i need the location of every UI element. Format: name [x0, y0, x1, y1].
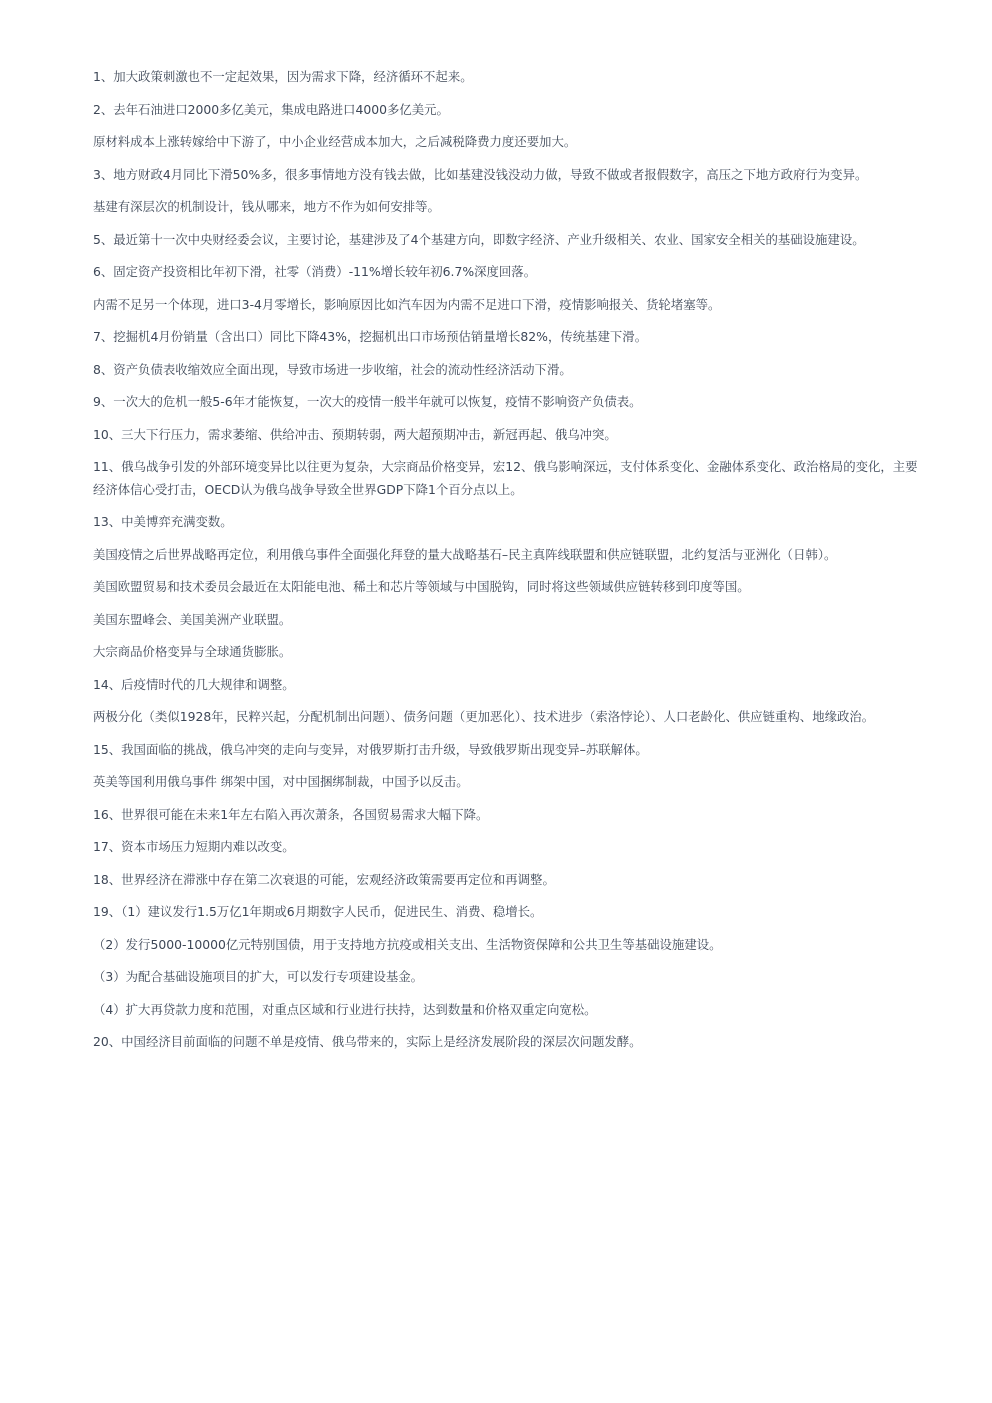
- paragraph-15: 美国疫情之后世界战略再定位，利用俄乌事件全面强化拜登的量大战略基石–民主真阵线联盟和供应链联盟，北约复活与亚洲化（日韩）。: [93, 546, 837, 562]
- paragraph-14: 13、中美博弈充满变数。: [93, 514, 233, 529]
- paragraph-24: 17、资本市场压力短期内难以改变。: [93, 839, 295, 854]
- paragraph-10: 8、资产负债表收缩效应全面出现，导致市场进一步收缩，社会的流动性经济活动下滑。: [93, 361, 572, 377]
- paragraph-28: （3）为配合基础设施项目的扩大，可以发行专项建设基金。: [93, 969, 424, 984]
- paragraph-25: 18、世界经济在滞涨中存在第二次衰退的可能，宏观经济政策需要再定位和再调整。: [93, 871, 555, 887]
- paragraph-3: 原材料成本上涨转嫁给中下游了，中小企业经营成本加大，之后减税降费力度还要加大。: [93, 134, 577, 149]
- paragraph-7: 6、固定资产投资相比年初下滑，社零（消费）-11%增长较年初6.7%深度回落。: [93, 264, 537, 279]
- paragraph-20: 两极分化（类似1928年，民粹兴起，分配机制出问题）、债务问题（更加恶化）、技术进步（索洛悖论）、人口老龄化、供应链重构、地缘政治。: [93, 709, 875, 724]
- paragraph-22: 英美等国利用俄乌事件 绑架中国，对中国捆绑制裁，中国予以反击。: [93, 774, 469, 789]
- paragraph-30: 20、中国经济目前面临的问题不单是疫情、俄乌带来的，实际上是经济发展阶段的深层次问题发酵。: [93, 1034, 642, 1049]
- paragraph-4: 3、地方财政4月同比下滑50%多，很多事情地方没有钱去做，比如基建没钱没动力做，导致不做或者报假数字，高压之下地方政府行为变异。: [93, 166, 868, 182]
- paragraph-11: 9、一次大的危机一般5-6年才能恢复，一次大的疫情一般半年就可以恢复，疫情不影响资产负债表。: [93, 394, 642, 409]
- paragraph-13: 11、俄乌战争引发的外部环境变异比以往更为复杂，大宗商品价格变异，宏12、俄乌影响深远，支付体系变化、金融体系变化、政治格局的变化，主要经济体信心受打击，OECD认为俄乌战争导致全世界GDP下降1个百分点以上。: [93, 459, 918, 497]
- paragraph-12: 10、三大下行压力，需求萎缩、供给冲击、预期转弱，两大超预期冲击，新冠再起、俄乌冲突。: [93, 426, 617, 442]
- paragraph-26: 19、（1）建议发行1.5万亿1年期或6月期数字人民币，促进民生、消费、稳增长。: [93, 904, 543, 919]
- paragraph-21: 15、我国面临的挑战，俄乌冲突的走向与变异，对俄罗斯打击升级，导致俄罗斯出现变异–苏联解体。: [93, 741, 648, 757]
- paragraph-18: 大宗商品价格变异与全球通货膨胀。: [93, 644, 292, 659]
- paragraph-5: 基建有深层次的机制设计，钱从哪来，地方不作为如何安排等。: [93, 199, 440, 214]
- paragraph-27: （2）发行5000-10000亿元特别国债，用于支持地方抗疫或相关支出、生活物资保障和公共卫生等基础设施建设。: [93, 936, 722, 952]
- paragraph-19: 14、后疫情时代的几大规律和调整。: [93, 676, 295, 692]
- paragraph-8: 内需不足另一个体现，进口3-4月零增长，影响原因比如汽车因为内需不足进口下滑，疫情影响报关、货轮堵塞等。: [93, 296, 721, 312]
- paragraph-9: 7、挖掘机4月份销量（含出口）同比下降43%，挖掘机出口市场预估销量增长82%，传统基建下滑。: [93, 329, 648, 344]
- paragraph-1: 1、加大政策刺激也不一定起效果，因为需求下降，经济循环不起来。: [93, 69, 473, 84]
- paragraph-2: 2、去年石油进口2000多亿美元，集成电路进口4000多亿美元。: [93, 101, 449, 117]
- paragraph-29: （4）扩大再贷款力度和范围，对重点区域和行业进行扶持，达到数量和价格双重定向宽松。: [93, 1001, 597, 1017]
- paragraph-23: 16、世界很可能在未来1年左右陷入再次萧条，各国贸易需求大幅下降。: [93, 806, 489, 822]
- document-body: [93, 66, 928, 1064]
- paragraph-17: 美国东盟峰会、美国美洲产业联盟。: [93, 611, 292, 627]
- paragraph-16: 美国欧盟贸易和技术委员会最近在太阳能电池、稀土和芯片等领域与中国脱钩，同时将这些领域供应链转移到印度等国。: [93, 579, 750, 594]
- paragraph-6: 5、最近第十一次中央财经委会议，主要讨论，基建涉及了4个基建方向，即数字经济、产业升级相关、农业、国家安全相关的基础设施建设。: [93, 231, 865, 247]
